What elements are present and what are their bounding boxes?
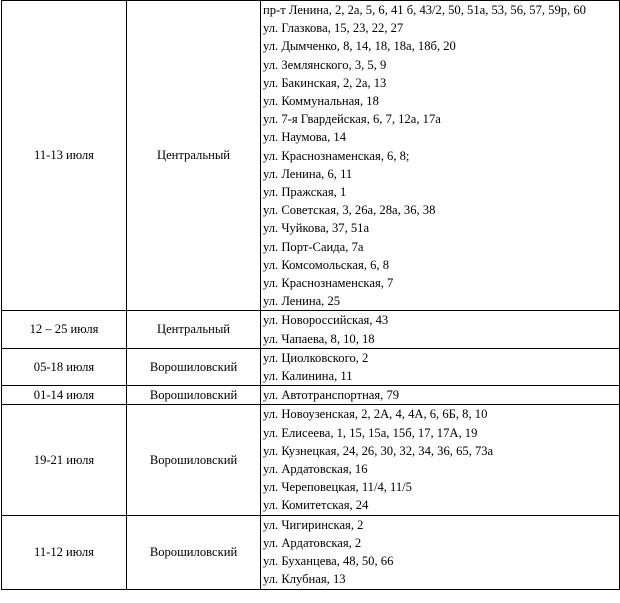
street-address: ул. Краснознаменская, 7 [263,276,394,291]
street-address: ул. Ленина, 25 [263,294,341,309]
street-address: ул. Новоузенская, 2, 2А, 4, 4А, 6, 6Б, 8, 10 [263,407,488,422]
table-row [2,515,620,589]
street-address: ул. Глазкова, 15, 23, 22, 27 [263,21,404,36]
street-address: ул. Советская, 3, 26а, 28а, 36, 38 [263,203,436,218]
table-row [2,1,620,311]
street-address: пр-т Ленина, 2, 2а, 5, 6, 41 б, 43/2, 50, 51а, 53, 56, 57, 59р, 60 [263,3,586,17]
street-address: ул. Клубная, 13 [263,572,346,587]
street-address: ул. Порт-Саида, 7а [263,239,364,254]
street-address: ул. Ардатовская, 2 [263,535,362,550]
date-cell: 11-12 июля [2,515,127,589]
street-address: ул. Коммунальная, 18 [263,94,379,109]
district-cell: Ворошиловский [127,405,261,515]
street-address: ул. Землянского, 3, 5, 9 [263,57,387,72]
date-cell: 05-18 июля [2,348,127,385]
schedule-body [2,1,620,590]
street-address: ул. 7-я Гвардейская, 6, 7, 12а, 17а [263,112,441,127]
street-address: ул. Чапаева, 8, 10, 18 [263,331,375,346]
street-address: ул. Пражская, 1 [263,185,347,200]
street-address: ул. Автотранспортная, 79 [263,388,400,403]
table-row [2,348,620,385]
street-address: ул. Новороссийская, 43 [263,313,389,328]
table-row [2,386,620,405]
street-address: ул. Чигиринская, 2 [263,517,364,532]
date-cell: 12 – 25 июля [2,311,127,348]
street-address: ул. Наумова, 14 [263,130,347,145]
street-address: ул. Комитетская, 24 [263,498,369,513]
streets-cell [261,405,620,515]
street-address: ул. Циолковского, 2 [263,350,369,365]
date-cell: 01-14 июля [2,386,127,405]
streets-cell [261,348,620,385]
street-address: ул. Ардатовская, 16 [263,462,368,477]
date-cell: 19-21 июля [2,405,127,515]
street-address: ул. Бакинская, 2, 2а, 13 [263,75,387,90]
street-address: ул. Буханцева, 48, 50, 66 [263,554,394,569]
street-address: ул. Краснознаменская, 6, 8; [263,148,410,163]
streets-cell [261,515,620,589]
street-address: ул. Елисеева, 1, 15, 15а, 15б, 17, 17А, 19 [263,425,478,440]
streets-cell [261,311,620,348]
street-address: ул. Ленина, 6, 11 [263,166,353,181]
schedule-table [1,0,620,590]
street-address: ул. Череповецкая, 11/4, 11/5 [263,480,412,495]
table-row [2,311,620,348]
table-row [2,405,620,515]
street-address: ул. Комсомольская, 6, 8 [263,257,389,272]
street-address: ул. Кузнецкая, 24, 26, 30, 32, 34, 36, 65, 73а [263,443,494,458]
date-cell: 11-13 июля [2,1,127,311]
street-address: ул. Чуйкова, 37, 51а [263,221,370,236]
district-cell: Центральный [127,311,261,348]
district-cell: Ворошиловский [127,515,261,589]
district-cell: Центральный [127,1,261,311]
street-address: ул. Дымченко, 8, 14, 18, 18а, 18б, 20 [263,39,456,54]
district-cell: Ворошиловский [127,386,261,405]
streets-cell [261,386,620,405]
streets-cell [261,1,620,311]
street-address: ул. Калинина, 11 [263,369,353,384]
district-cell: Ворошиловский [127,348,261,385]
